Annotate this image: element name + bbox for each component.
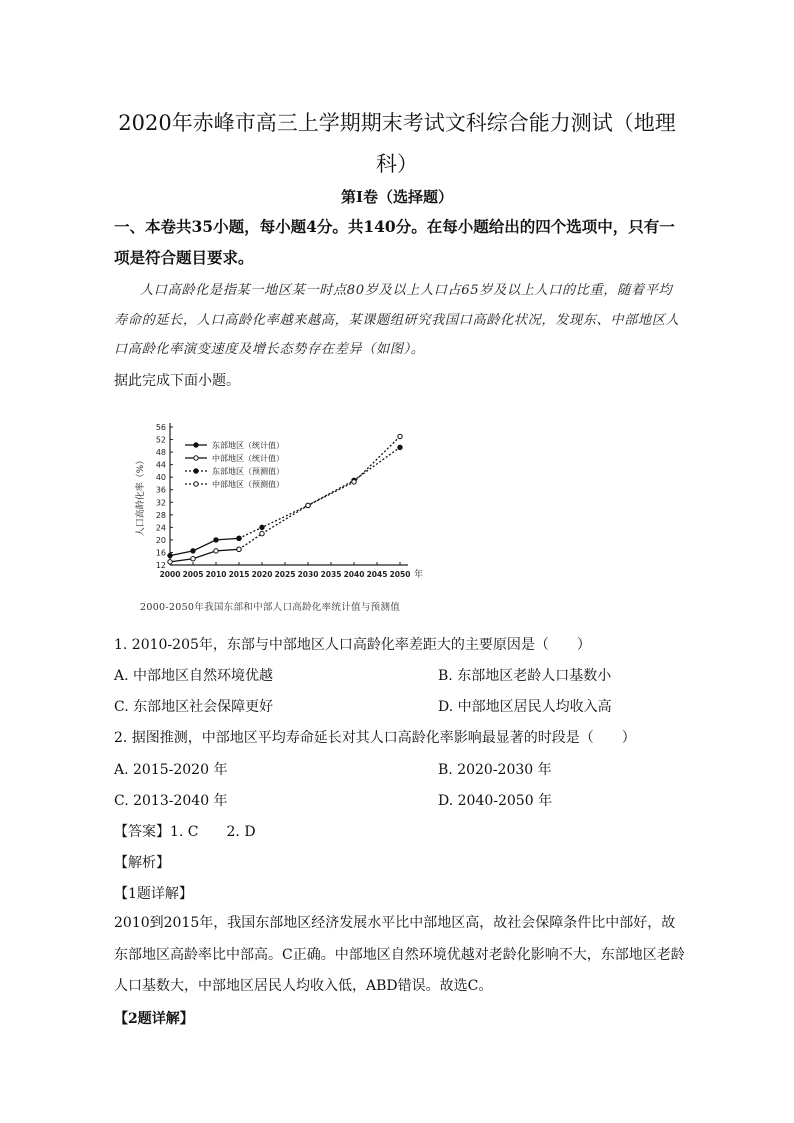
question-1-option-d: D. 中部地区居民人均收入高 [438,699,612,715]
y-tick-label: 36 [155,485,166,495]
legend-marker [194,456,198,460]
legend-marker [194,443,198,447]
data-point [237,536,241,540]
y-tick-label: 16 [155,548,166,558]
analysis-label: 【解析】 [114,855,170,871]
question-2-option-a: A. 2015-2020 年 [114,762,228,778]
instructions: 一、本卷共35小题，每小题4分。共140分。在每小题给出的四个选项中，只有一项是符合题目要求。 [114,217,675,267]
legend-label: 中部地区（统计值） [212,454,284,463]
x-tick-label: 2015 [228,570,250,579]
y-tick-label: 56 [155,423,166,432]
data-point [260,525,264,529]
data-point [352,480,356,484]
q1-detail-text: 2010到2015年，我国东部地区经济发展水平比中部地区高，故社会保障条件比中部好，故东部地区高龄率比中部高。C正确。中部地区自然环境优越对老龄化影响不大，东部地区老龄人口基数大，中部地区居民人均收入低，ABD错误。故选C。 [114,915,685,994]
q1-detail-label: 【1题详解】 [114,886,193,902]
section-title: 第Ⅰ卷（选择题） [340,188,454,206]
question-1-stem: 1. 2010-205年，东部与中部地区人口高龄化率差距大的主要原因是（ ） [114,637,591,653]
x-axis-unit: 年 [414,570,424,580]
x-tick-label: 2035 [320,570,342,579]
data-point [398,434,402,438]
y-tick-label: 52 [155,435,166,445]
x-tick-label: 2010 [205,570,227,579]
question-2-option-d: D. 2040-2050 年 [438,793,553,809]
prompt: 据此完成下面小题。 [114,373,240,389]
question-2-stem: 2. 据图推测，中部地区平均寿命延长对其人口高龄化率影响最显著的时段是（ ） [114,730,636,746]
data-point [306,503,310,507]
x-tick-label: 2045 [366,570,388,579]
data-point [168,560,172,564]
answer-label: 【答案】 [114,824,170,840]
y-tick-label: 24 [155,523,166,533]
data-point [398,445,402,449]
legend-marker [194,469,198,473]
series-line [170,549,239,562]
x-tick-label: 2025 [274,570,296,579]
legend-marker [194,482,198,486]
page-title: 2020年赤峰市高三上学期期末考试文科综合能力测试（地理科） [118,111,676,176]
y-tick-label: 48 [155,448,166,458]
q2-detail-label: 【2题详解】 [114,1011,194,1027]
data-point [214,538,218,542]
y-tick-label: 20 [155,535,166,545]
series-line [170,538,239,555]
answer-text: 1. C 2. D [170,824,256,840]
legend-label: 东部地区（统计值） [212,441,284,450]
legend-label: 中部地区（预测值） [212,480,284,489]
question-1-option-a: A. 中部地区自然环境优越 [114,668,274,684]
x-tick-label: 2040 [343,570,365,579]
question-2-option-c: C. 2013-2040 年 [114,793,228,809]
x-tick-label: 2050 [389,570,411,579]
y-tick-label: 44 [155,460,166,470]
data-point [237,547,241,551]
y-tick-label: 40 [155,473,166,483]
x-tick-label: 2005 [182,570,204,579]
question-1-option-b: B. 东部地区老龄人口基数小 [438,668,612,684]
answer-line [114,821,256,841]
y-tick-label: 12 [155,561,166,570]
data-point [191,557,195,561]
y-tick-label: 32 [155,498,166,508]
y-tick-label: 28 [155,510,166,520]
intro-text [114,276,686,365]
y-axis-label: 人口高龄化率（%） [136,455,146,537]
x-tick-label: 2030 [297,570,319,579]
data-point [260,531,264,535]
intro-paragraph: 人口高龄化是指某一地区某一时点80岁及以上人口占65岁及以上人口的比重，随着平均寿命的延长，人口高龄化率越来越高，某课题组研究我国口高龄化状况，发现东、中部地区人口高龄化率演变速度及增长态势存在差异（如图）。 [114,283,680,357]
data-point [191,549,195,553]
x-tick-label: 2020 [251,570,273,579]
chart-caption: 2000-2050年我国东部和中部人口高龄化率统计值与预测值 [140,602,401,613]
question-2-option-b: B. 2020-2030 年 [438,762,552,778]
data-point [168,553,172,557]
data-point [214,549,218,553]
question-1-option-c: C. 东部地区社会保障更好 [114,699,274,715]
line-chart [125,415,425,615]
legend-label: 东部地区（预测值） [212,467,284,476]
x-tick-label: 2000 [159,570,181,579]
